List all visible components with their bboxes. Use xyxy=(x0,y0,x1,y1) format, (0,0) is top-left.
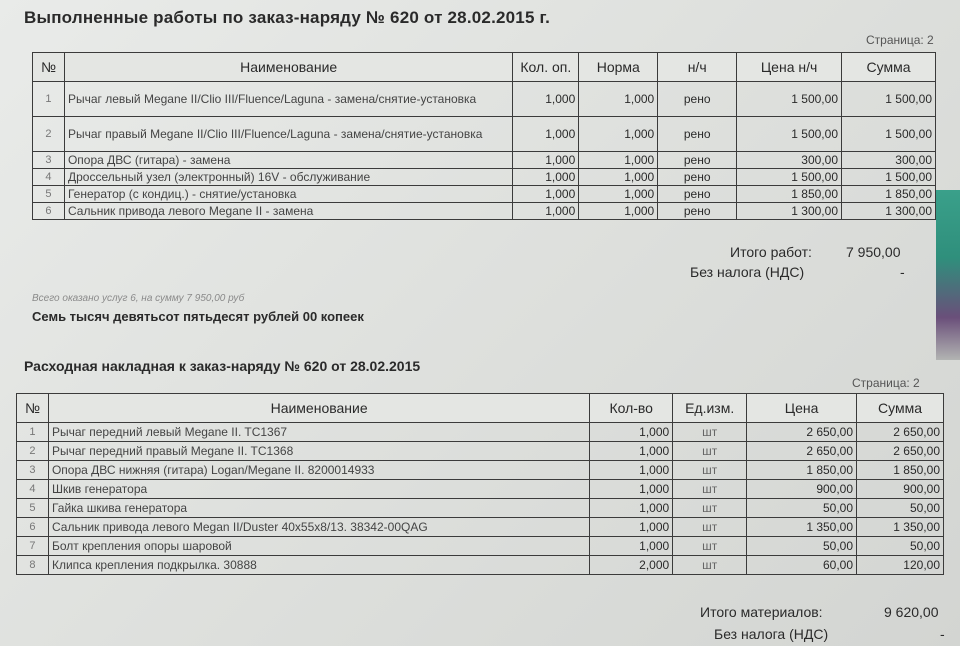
row-price: 50,00 xyxy=(747,537,857,556)
works-table xyxy=(32,52,936,220)
row-unit: шт xyxy=(673,518,747,537)
col-name: Наименование xyxy=(64,53,512,82)
row-qty: 1,000 xyxy=(513,117,579,152)
row-price: 1 850,00 xyxy=(747,461,857,480)
invoice-title: Расходная накладная к заказ-наряду № 620 от 28.02.2015 xyxy=(24,358,421,374)
col-qty: Кол. оп. xyxy=(513,53,579,82)
row-unit: шт xyxy=(673,499,747,518)
row-sum: 50,00 xyxy=(857,499,944,518)
row-no: 6 xyxy=(33,203,65,220)
row-norm: 1,000 xyxy=(579,117,658,152)
row-sum: 120,00 xyxy=(857,556,944,575)
row-nh: рено xyxy=(658,186,737,203)
col-price: Цена xyxy=(747,394,857,423)
row-sum: 1 500,00 xyxy=(842,82,936,117)
row-nh: рено xyxy=(658,152,737,169)
col-nh: н/ч xyxy=(658,53,737,82)
row-unit: шт xyxy=(673,461,747,480)
row-norm: 1,000 xyxy=(579,82,658,117)
col-sum: Сумма xyxy=(842,53,936,82)
row-no: 3 xyxy=(33,152,65,169)
row-name: Рычаг передний правый Megane II. TC1368 xyxy=(48,442,589,461)
row-qty: 1,000 xyxy=(513,152,579,169)
row-no: 2 xyxy=(17,442,49,461)
materials-header-row xyxy=(17,394,944,423)
row-norm: 1,000 xyxy=(579,169,658,186)
row-price: 50,00 xyxy=(747,499,857,518)
row-no: 3 xyxy=(17,461,49,480)
row-price: 60,00 xyxy=(747,556,857,575)
amount-in-words: Семь тысяч девятьсот пятьдесят рублей 00 копеек xyxy=(32,309,364,324)
row-no: 4 xyxy=(33,169,65,186)
row-unit: шт xyxy=(673,480,747,499)
row-name: Сальник привода левого Megane II - замена xyxy=(64,203,512,220)
work-order-title: Выполненные работы по заказ-наряду № 620 от 28.02.2015 г. xyxy=(24,8,551,27)
row-price: 1 500,00 xyxy=(737,169,842,186)
table-row xyxy=(17,423,944,442)
works-total-value: 7 950,00 xyxy=(846,244,901,260)
works-header-row xyxy=(33,53,936,82)
row-unit: шт xyxy=(673,556,747,575)
col-no: № xyxy=(17,394,49,423)
materials-tax-value: - xyxy=(940,626,945,642)
row-no: 1 xyxy=(33,82,65,117)
table-row xyxy=(33,82,936,117)
row-name: Рычаг правый Megane II/Clio III/Fluence/Laguna - замена/снятие-установка xyxy=(64,117,512,152)
row-qty: 1,000 xyxy=(513,203,579,220)
row-no: 5 xyxy=(33,186,65,203)
row-qty: 1,000 xyxy=(590,442,673,461)
row-no: 1 xyxy=(17,423,49,442)
materials-total-label: Итого материалов: xyxy=(700,604,823,620)
materials-total-value: 9 620,00 xyxy=(884,604,939,620)
row-sum: 50,00 xyxy=(857,537,944,556)
row-norm: 1,000 xyxy=(579,203,658,220)
row-price: 1 300,00 xyxy=(737,203,842,220)
row-unit: шт xyxy=(673,442,747,461)
row-no: 7 xyxy=(17,537,49,556)
materials-table xyxy=(16,393,944,575)
page-number: Страница: 2 xyxy=(852,376,920,390)
row-sum: 1 850,00 xyxy=(857,461,944,480)
row-name: Шкив генератора xyxy=(48,480,589,499)
row-unit: шт xyxy=(673,537,747,556)
row-no: 8 xyxy=(17,556,49,575)
works-tax-label: Без налога (НДС) xyxy=(690,264,805,280)
row-name: Гайка шкива генератора xyxy=(48,499,589,518)
row-sum: 1 850,00 xyxy=(842,186,936,203)
row-unit: шт xyxy=(673,423,747,442)
row-qty: 1,000 xyxy=(590,480,673,499)
background-edge xyxy=(936,190,960,360)
col-unit: Ед.изм. xyxy=(673,394,747,423)
row-qty: 2,000 xyxy=(590,556,673,575)
row-sum: 1 500,00 xyxy=(842,169,936,186)
row-qty: 1,000 xyxy=(513,186,579,203)
col-sum: Сумма xyxy=(857,394,944,423)
row-price: 300,00 xyxy=(737,152,842,169)
row-no: 5 xyxy=(17,499,49,518)
services-summary-note: Всего оказано услуг 6, на сумму 7 950,00 руб xyxy=(32,293,245,304)
row-norm: 1,000 xyxy=(579,186,658,203)
col-norm: Норма xyxy=(579,53,658,82)
table-row xyxy=(17,537,944,556)
row-nh: рено xyxy=(658,169,737,186)
row-price: 1 350,00 xyxy=(747,518,857,537)
row-qty: 1,000 xyxy=(590,461,673,480)
page-number: Страница: 2 xyxy=(866,33,934,47)
row-sum: 300,00 xyxy=(842,152,936,169)
row-qty: 1,000 xyxy=(590,423,673,442)
row-norm: 1,000 xyxy=(579,152,658,169)
row-name: Болт крепления опоры шаровой xyxy=(48,537,589,556)
row-name: Опора ДВС (гитара) - замена xyxy=(64,152,512,169)
table-row xyxy=(33,117,936,152)
table-row xyxy=(17,518,944,537)
row-name: Рычаг левый Megane II/Clio III/Fluence/Laguna - замена/снятие-установка xyxy=(64,82,512,117)
row-sum: 2 650,00 xyxy=(857,442,944,461)
row-sum: 2 650,00 xyxy=(857,423,944,442)
row-name: Генератор (с кондиц.) - снятие/установка xyxy=(64,186,512,203)
table-row xyxy=(17,442,944,461)
row-price: 2 650,00 xyxy=(747,423,857,442)
row-sum: 1 500,00 xyxy=(842,117,936,152)
row-nh: рено xyxy=(658,117,737,152)
table-row xyxy=(17,461,944,480)
row-name: Сальник привода левого Megan II/Duster 40x55x8/13. 38342-00QAG xyxy=(48,518,589,537)
works-tax-value: - xyxy=(900,264,905,280)
row-sum: 1 300,00 xyxy=(842,203,936,220)
row-no: 6 xyxy=(17,518,49,537)
table-row xyxy=(33,186,936,203)
row-name: Опора ДВС нижняя (гитара) Logan/Megane II. 8200014933 xyxy=(48,461,589,480)
row-qty: 1,000 xyxy=(590,518,673,537)
row-nh: рено xyxy=(658,82,737,117)
row-sum: 1 350,00 xyxy=(857,518,944,537)
col-name: Наименование xyxy=(48,394,589,423)
row-name: Клипса крепления подкрылка. 30888 xyxy=(48,556,589,575)
row-price: 1 500,00 xyxy=(737,82,842,117)
row-price: 1 500,00 xyxy=(737,117,842,152)
col-no: № xyxy=(33,53,65,82)
row-name: Рычаг передний левый Megane II. TC1367 xyxy=(48,423,589,442)
row-no: 2 xyxy=(33,117,65,152)
row-qty: 1,000 xyxy=(590,499,673,518)
materials-tax-label: Без налога (НДС) xyxy=(714,626,829,642)
row-qty: 1,000 xyxy=(513,169,579,186)
works-total-label: Итого работ: xyxy=(730,244,812,260)
table-row xyxy=(17,499,944,518)
row-no: 4 xyxy=(17,480,49,499)
col-price: Цена н/ч xyxy=(737,53,842,82)
row-qty: 1,000 xyxy=(590,537,673,556)
row-qty: 1,000 xyxy=(513,82,579,117)
row-price: 1 850,00 xyxy=(737,186,842,203)
row-price: 2 650,00 xyxy=(747,442,857,461)
row-price: 900,00 xyxy=(747,480,857,499)
row-nh: рено xyxy=(658,203,737,220)
row-name: Дроссельный узел (электронный) 16V - обслуживание xyxy=(64,169,512,186)
table-row xyxy=(17,556,944,575)
table-row xyxy=(33,152,936,169)
table-row xyxy=(33,203,936,220)
table-row xyxy=(17,480,944,499)
col-qty: Кол-во xyxy=(590,394,673,423)
table-row xyxy=(33,169,936,186)
row-sum: 900,00 xyxy=(857,480,944,499)
